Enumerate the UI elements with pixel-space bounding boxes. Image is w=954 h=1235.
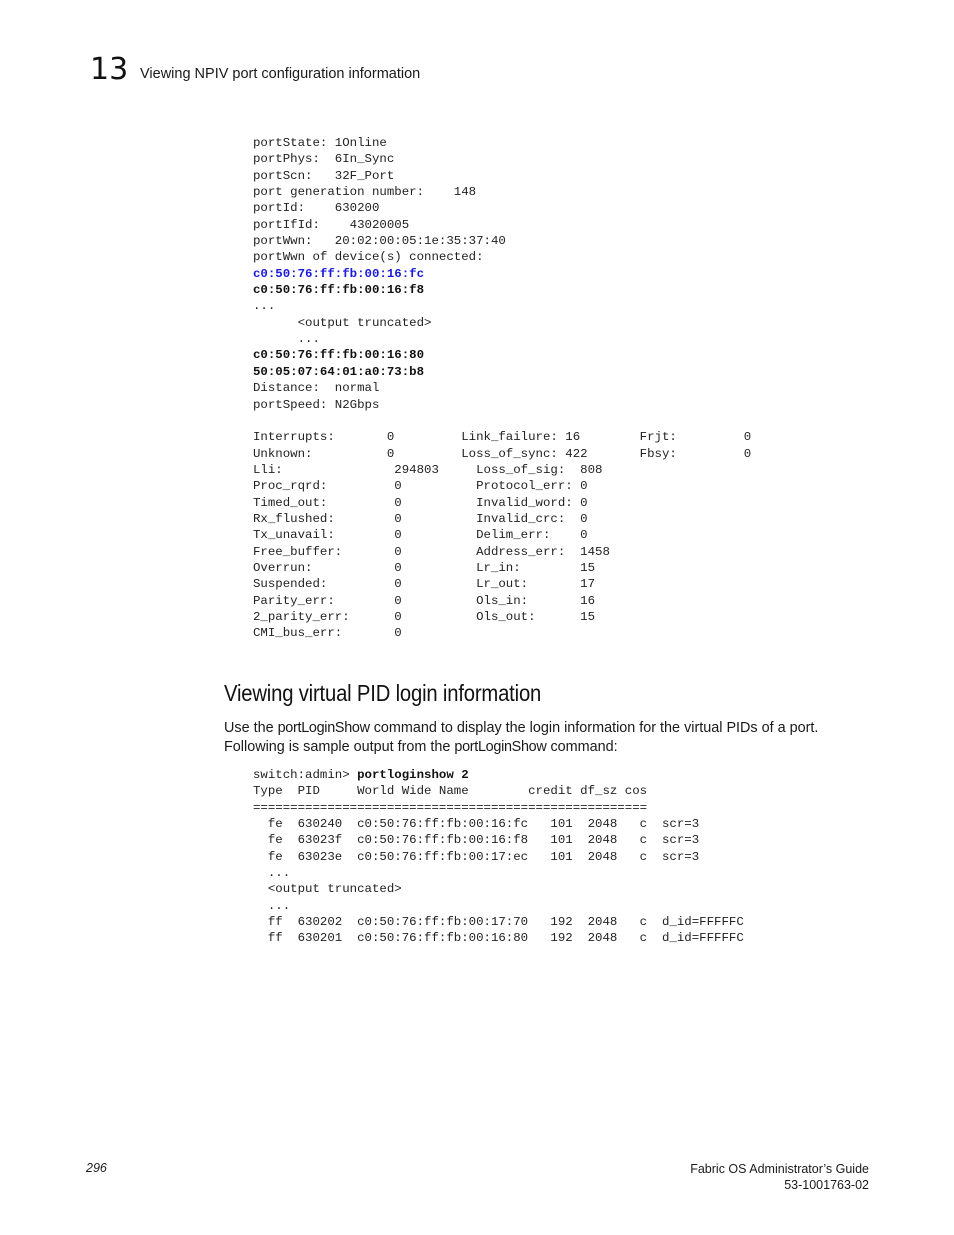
section-heading: Viewing virtual PID login information [224,680,542,706]
page-number: 296 [86,1161,107,1175]
output-line: ... [253,898,291,913]
output-line: Lli: 294803 Loss_of_sig: 808 [253,462,603,477]
output-line: c0:50:76:ff:fb:00:16:fc [253,266,425,281]
output-line: ... [253,866,291,881]
output-line: Interrupts: 0 Link_failure: 16 Frjt: 0 [253,430,752,445]
command-line [253,767,744,783]
para-text-2: command to display the login information for the virtual PIDs of a port. Following is sample output from the [224,720,819,755]
output-line: Timed_out: 0 Invalid_word: 0 [253,495,588,510]
portloginshow-output-block [253,767,744,947]
output-line: fe 63023f c0:50:76:ff:fb:00:16:f8 101 2048 c scr=3 [253,833,700,848]
output-line: Type PID World Wide Name credit df_sz cos [253,784,648,799]
output-line: Free_buffer: 0 Address_err: 1458 [253,544,610,559]
output-line: ===================================================== [253,800,648,815]
output-line: Parity_err: 0 Ols_in: 16 [253,593,596,608]
output-line: Distance: normal [253,381,380,396]
output-line: Tx_unavail: 0 Delim_err: 0 [253,528,588,543]
para-text-1: Use the [224,720,278,736]
output-line: Suspended: 0 Lr_out: 17 [253,577,596,592]
output-line: 2_parity_err: 0 Ols_out: 15 [253,609,596,624]
para-text-3: command: [546,739,618,755]
output-line: ff 630201 c0:50:76:ff:fb:00:16:80 192 2048 c d_id=FFFFFC [253,931,744,946]
output-line: Rx_flushed: 0 Invalid_crc: 0 [253,511,588,526]
footer-doc-info [690,1161,869,1193]
output-line: fe 63023e c0:50:76:ff:fb:00:17:ec 101 2048 c scr=3 [253,849,700,864]
command-text: portloginshow 2 [357,768,469,782]
intro-paragraph [224,719,864,757]
output-line: portPhys: 6In_Sync [253,152,395,167]
output-line [253,413,751,429]
output-line: fe 630240 c0:50:76:ff:fb:00:16:fc 101 2048 c scr=3 [253,817,700,832]
command-name-portloginshow: portLoginShow [277,720,370,736]
output-line: portId: 630200 [253,201,380,216]
output-line: <output truncated> [253,882,402,897]
output-line: CMI_bus_err: 0 [253,626,402,641]
output-line: ff 630202 c0:50:76:ff:fb:00:17:70 192 2048 c d_id=FFFFFC [253,915,744,930]
output-line: Unknown: 0 Loss_of_sync: 422 Fbsy: 0 [253,446,752,461]
output-line: portState: 1Online [253,136,387,150]
portshow-output-block [253,135,751,642]
output-line: portIfId: 43020005 [253,217,410,232]
output-line: <output truncated> [253,315,432,330]
output-line: ... [253,332,320,347]
output-line: port generation number: 148 [253,185,477,200]
output-line: Overrun: 0 Lr_in: 15 [253,560,596,575]
output-line: Proc_rqrd: 0 Protocol_err: 0 [253,479,588,494]
output-line: ... [253,299,276,314]
output-line: portWwn: 20:02:00:05:1e:35:37:40 [253,234,506,249]
output-line: 50:05:07:64:01:a0:73:b8 [253,364,425,379]
prompt: switch:admin> [253,768,358,782]
chapter-number: 13 [90,52,129,87]
output-line: c0:50:76:ff:fb:00:16:80 [253,348,425,363]
command-name-portloginshow: portLoginShow [454,739,547,755]
doc-number: 53-1001763-02 [784,1178,869,1192]
output-line: portSpeed: N2Gbps [253,397,380,412]
output-line: portScn: 32F_Port [253,168,395,183]
output-line: c0:50:76:ff:fb:00:16:f8 [253,283,425,298]
chapter-title: Viewing NPIV port configuration information [140,66,421,82]
output-line: portWwn of device(s) connected: [253,250,484,265]
doc-title: Fabric OS Administrator’s Guide [690,1162,869,1176]
